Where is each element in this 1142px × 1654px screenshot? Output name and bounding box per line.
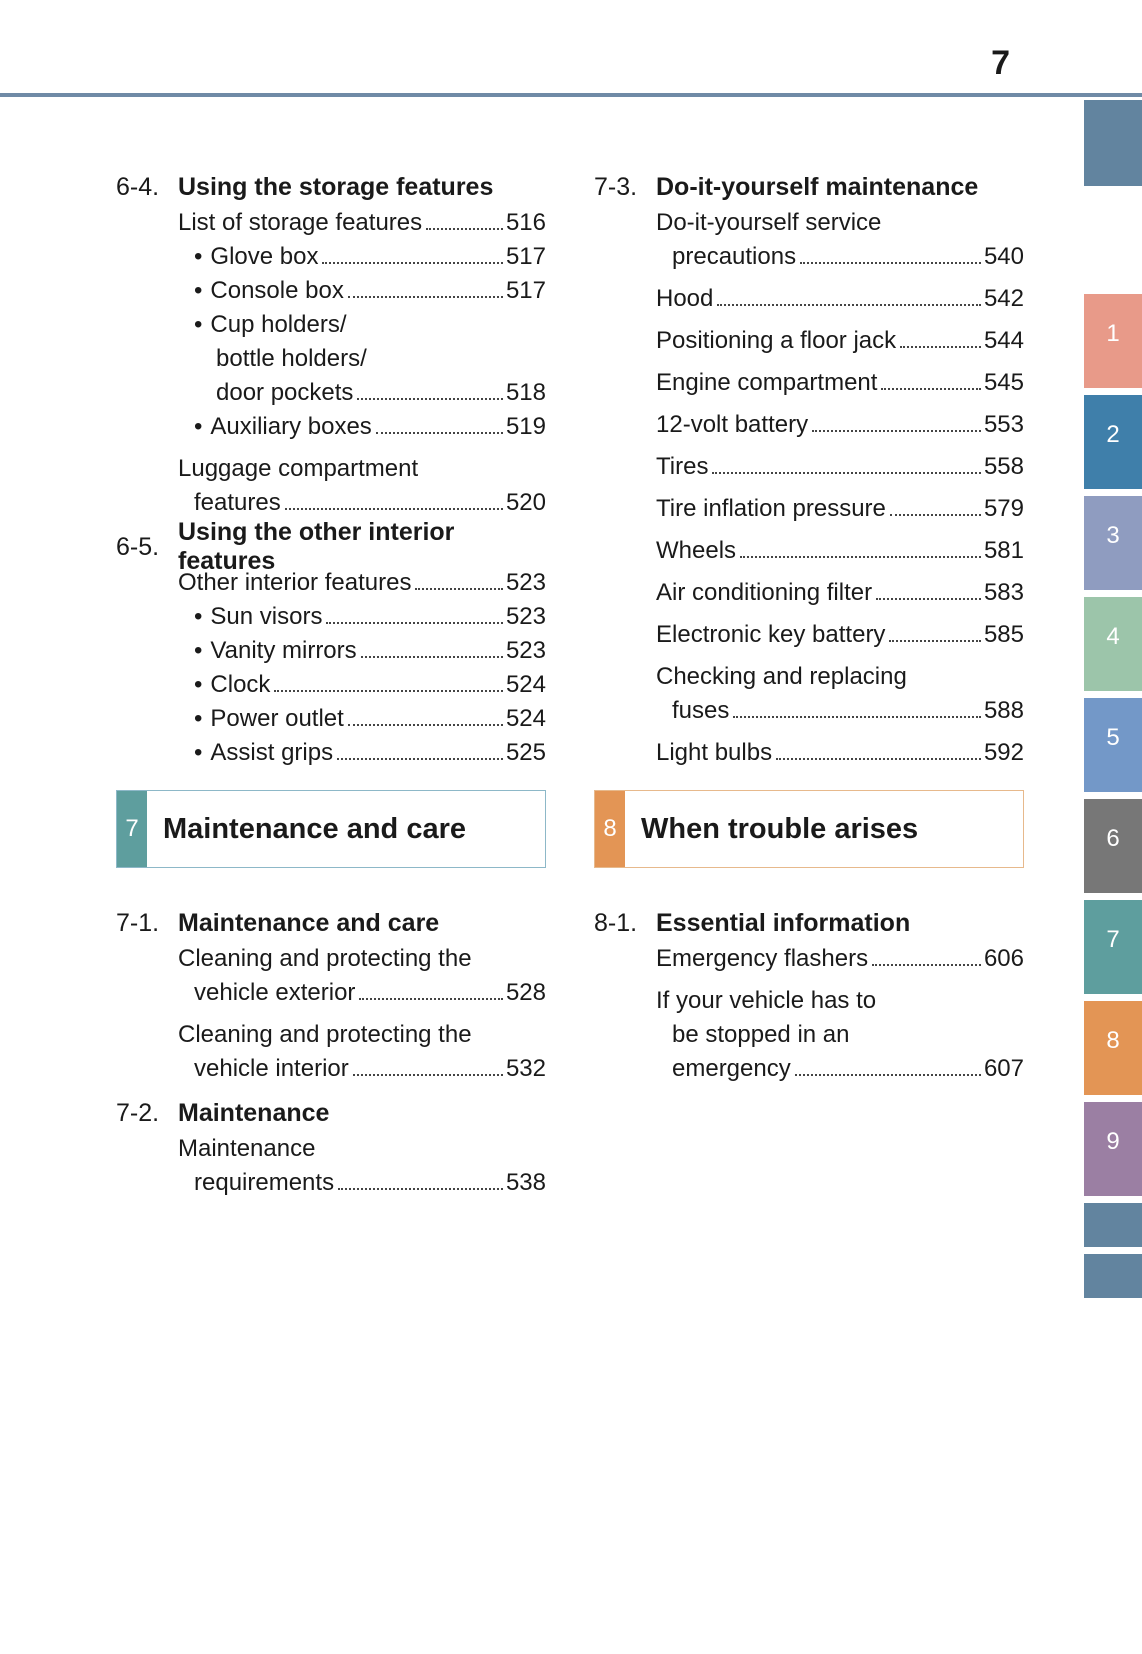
entry-title: Positioning a floor jack — [656, 327, 897, 354]
chapter-title: Maintenance and care — [163, 812, 466, 845]
entry-title: Console box — [210, 277, 344, 304]
toc-entry[interactable] — [656, 492, 1024, 526]
left-column — [116, 160, 546, 1200]
leader-dots — [717, 304, 981, 306]
tab-label: 7 — [1106, 926, 1120, 953]
toc-entry[interactable] — [178, 274, 546, 308]
section-title: Using the storage features — [178, 172, 494, 201]
toc-entry[interactable] — [656, 736, 1024, 770]
entry-title: Hood — [656, 285, 714, 312]
entry-title: precautions — [672, 243, 797, 270]
entry-line: bottle holders/ — [216, 345, 367, 372]
section-7-1-heading[interactable] — [116, 904, 546, 942]
section-title: Essential information — [656, 908, 911, 937]
tab-chapter-9[interactable] — [1084, 1102, 1142, 1196]
entry-line: Luggage compartment — [178, 455, 419, 482]
tab-chapter-5[interactable] — [1084, 698, 1142, 792]
leader-dots — [740, 556, 981, 558]
entry-title: Wheels — [656, 537, 737, 564]
tab-label — [1084, 1203, 1142, 1229]
entry-title: emergency — [672, 1055, 791, 1082]
entry-page: 606 — [983, 945, 1024, 972]
tab-chapter-4[interactable] — [1084, 597, 1142, 691]
chapter-number: 8 — [595, 791, 625, 867]
entry-title: Auxiliary boxes — [210, 413, 372, 440]
entry-title: Glove box — [210, 243, 319, 270]
tab-top[interactable] — [1084, 100, 1142, 186]
toc-entry[interactable] — [656, 576, 1024, 610]
leader-dots — [359, 998, 503, 1000]
leader-dots — [733, 716, 981, 718]
entry-title: vehicle interior — [194, 1055, 349, 1082]
tab-appendix[interactable] — [1084, 1254, 1142, 1298]
bullet-icon: • — [194, 243, 203, 270]
toc-entry[interactable] — [656, 984, 1024, 1086]
toc-entry[interactable] — [656, 324, 1024, 358]
leader-dots — [353, 1074, 503, 1076]
leader-dots — [776, 758, 981, 760]
leader-dots — [274, 690, 503, 692]
leader-dots — [881, 388, 981, 390]
tab-chapter-8[interactable] — [1084, 1001, 1142, 1095]
entry-page: 528 — [505, 979, 546, 1006]
section-number: 7-1. — [116, 908, 160, 937]
toc-entry[interactable] — [656, 534, 1024, 568]
bullet-icon: • — [194, 671, 203, 698]
leader-dots — [890, 514, 981, 516]
chapter-title: When trouble arises — [641, 812, 919, 845]
toc-entry[interactable] — [178, 410, 546, 444]
section-6-4-heading[interactable] — [116, 168, 546, 206]
leader-dots — [876, 598, 981, 600]
toc-entry[interactable] — [656, 450, 1024, 484]
section-number: 6-4. — [116, 172, 160, 201]
entry-page: 545 — [983, 369, 1024, 396]
entry-title: Emergency flashers — [656, 945, 869, 972]
entry-page: 538 — [505, 1169, 546, 1196]
tab-chapter-1[interactable] — [1084, 294, 1142, 388]
entry-title: vehicle exterior — [194, 979, 356, 1006]
bullet-icon: • — [194, 637, 203, 664]
entry-title: Power outlet — [210, 705, 344, 732]
leader-dots — [357, 398, 503, 400]
toc-entry[interactable] — [656, 282, 1024, 316]
tab-label: 5 — [1106, 724, 1120, 751]
leader-dots — [348, 296, 503, 298]
leader-dots — [415, 588, 503, 590]
entry-line: Do-it-yourself service — [656, 209, 882, 236]
tab-chapter-6[interactable] — [1084, 799, 1142, 893]
toc-entry[interactable] — [178, 308, 546, 410]
entry-page: 523 — [505, 569, 546, 596]
entry-title: features — [194, 489, 281, 516]
entry-page: 523 — [505, 637, 546, 664]
entry-title: Clock — [210, 671, 271, 698]
section-7-3-heading[interactable] — [594, 168, 1024, 206]
toc-entry[interactable] — [178, 736, 546, 770]
page-number: 7 — [991, 44, 1010, 82]
leader-dots — [337, 758, 503, 760]
leader-dots — [900, 346, 981, 348]
entry-title: fuses — [672, 697, 730, 724]
tab-chapter-3[interactable] — [1084, 496, 1142, 590]
toc-entry[interactable] — [178, 1018, 546, 1086]
entry-page: 585 — [983, 621, 1024, 648]
entry-line: Maintenance — [178, 1135, 316, 1162]
leader-dots — [326, 622, 503, 624]
entry-title: List of storage features — [178, 209, 423, 236]
section-6-5-heading[interactable] — [116, 518, 546, 575]
entry-line: Cup holders/ — [210, 311, 347, 338]
leader-dots — [889, 640, 981, 642]
section-8-1-heading[interactable] — [594, 904, 1024, 942]
leader-dots — [872, 964, 981, 966]
section-title: Using the other interior features — [178, 518, 455, 575]
tab-label: 1 — [1106, 320, 1120, 347]
toc-entry[interactable] — [656, 206, 1024, 274]
tab-label: 6 — [1106, 825, 1120, 852]
section-number: 7-2. — [116, 1098, 160, 1127]
bullet-icon: • — [194, 277, 203, 304]
entry-page: 607 — [983, 1055, 1024, 1082]
toc-entry[interactable] — [656, 660, 1024, 728]
bullet-icon: • — [194, 603, 203, 630]
toc-entry[interactable] — [178, 942, 546, 1010]
entry-title: Vanity mirrors — [210, 637, 357, 664]
entry-title: Light bulbs — [656, 739, 773, 766]
chapter-number: 7 — [117, 791, 147, 867]
entry-title: requirements — [194, 1169, 335, 1196]
leader-dots — [376, 432, 503, 434]
entry-title: Assist grips — [210, 739, 334, 766]
entry-page: 558 — [983, 453, 1024, 480]
section-7-2-heading[interactable] — [116, 1094, 546, 1132]
toc-entry[interactable] — [178, 668, 546, 702]
entry-page: 519 — [505, 413, 546, 440]
section-title: Do-it-yourself maintenance — [656, 172, 979, 201]
leader-dots — [285, 508, 503, 510]
entry-page: 579 — [983, 495, 1024, 522]
entry-page: 524 — [505, 671, 546, 698]
section-number: 6-5. — [116, 532, 160, 561]
leader-dots — [361, 656, 503, 658]
entry-page: 540 — [983, 243, 1024, 270]
toc-entry[interactable] — [656, 408, 1024, 442]
bullet-icon: • — [194, 705, 203, 732]
right-column — [594, 160, 1024, 1086]
entry-line: If your vehicle has to — [656, 987, 877, 1014]
bullet-icon: • — [194, 739, 203, 766]
toc-entry[interactable] — [178, 240, 546, 274]
leader-dots — [322, 262, 502, 264]
entry-page: 588 — [983, 697, 1024, 724]
tab-chapter-2[interactable] — [1084, 395, 1142, 489]
entry-page: 544 — [983, 327, 1024, 354]
toc-entry[interactable] — [178, 1132, 546, 1200]
tab-label: 2 — [1106, 421, 1120, 448]
entry-line: be stopped in an — [672, 1021, 850, 1048]
entry-page: 553 — [983, 411, 1024, 438]
toc-entry[interactable] — [656, 366, 1024, 400]
entry-title: Electronic key battery — [656, 621, 886, 648]
entry-title: Other interior features — [178, 569, 412, 596]
toc-entry[interactable] — [178, 600, 546, 634]
entry-title: Air conditioning filter — [656, 579, 873, 606]
entry-title: door pockets — [216, 379, 354, 406]
toc-entry[interactable] — [656, 942, 1024, 976]
entry-page: 525 — [505, 739, 546, 766]
entry-page: 592 — [983, 739, 1024, 766]
section-number: 7-3. — [594, 172, 638, 201]
entry-page: 532 — [505, 1055, 546, 1082]
toc-entry[interactable] — [656, 618, 1024, 652]
tab-label: 4 — [1106, 623, 1120, 650]
section-title: Maintenance and care — [178, 908, 440, 937]
entry-page: 517 — [505, 277, 546, 304]
chapter-7-box[interactable] — [116, 790, 546, 868]
tab-index[interactable] — [1084, 1203, 1142, 1247]
entry-line: Cleaning and protecting the — [178, 945, 472, 972]
section-number: 8-1. — [594, 908, 638, 937]
chapter-8-box[interactable] — [594, 790, 1024, 868]
leader-dots — [812, 430, 981, 432]
entry-line: Checking and replacing — [656, 663, 907, 690]
leader-dots — [348, 724, 503, 726]
leader-dots — [800, 262, 981, 264]
header-rule — [0, 93, 1142, 97]
entry-title: Engine compartment — [656, 369, 878, 396]
entry-page: 517 — [505, 243, 546, 270]
tab-label — [1084, 100, 1142, 126]
entry-title: Sun visors — [210, 603, 323, 630]
entry-page: 542 — [983, 285, 1024, 312]
toc-entry[interactable] — [178, 206, 546, 240]
tab-label: 8 — [1106, 1027, 1120, 1054]
tab-label — [1084, 1254, 1142, 1280]
leader-dots — [795, 1074, 981, 1076]
entry-page: 581 — [983, 537, 1024, 564]
entry-title: 12-volt battery — [656, 411, 809, 438]
entry-title: Tire inflation pressure — [656, 495, 886, 522]
toc-entry[interactable] — [178, 634, 546, 668]
toc-entry[interactable] — [178, 702, 546, 736]
leader-dots — [426, 228, 503, 230]
entry-page: 516 — [505, 209, 546, 236]
entry-line: Cleaning and protecting the — [178, 1021, 472, 1048]
entry-page: 524 — [505, 705, 546, 732]
tab-label: 3 — [1106, 522, 1120, 549]
entry-page: 523 — [505, 603, 546, 630]
tab-chapter-7[interactable] — [1084, 900, 1142, 994]
bullet-icon: • — [194, 413, 203, 440]
section-title: Maintenance — [178, 1098, 330, 1127]
tab-label: 9 — [1106, 1128, 1120, 1155]
toc-entry[interactable] — [178, 452, 546, 520]
entry-title: Tires — [656, 453, 709, 480]
bullet-icon: • — [194, 311, 203, 338]
entry-page: 518 — [505, 379, 546, 406]
leader-dots — [712, 472, 981, 474]
leader-dots — [338, 1188, 503, 1190]
entry-page: 583 — [983, 579, 1024, 606]
entry-page: 520 — [505, 489, 546, 516]
